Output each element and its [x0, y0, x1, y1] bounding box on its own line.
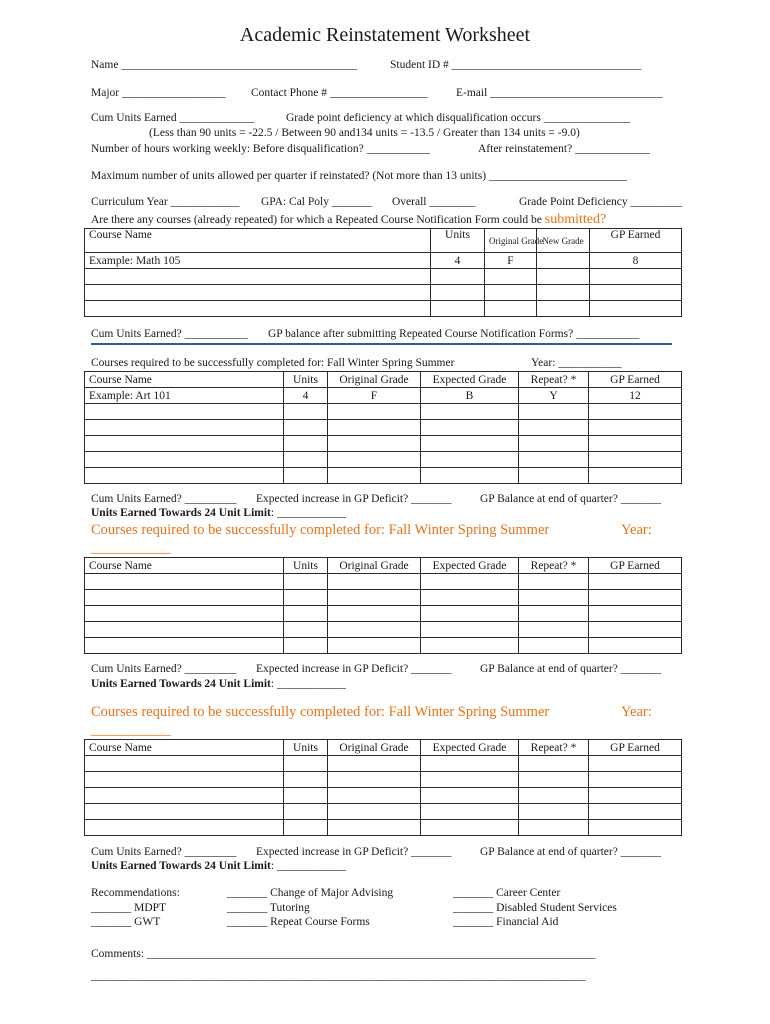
- cum-units-earned-field-1[interactable]: Cum Units Earned? ___________: [91, 328, 248, 340]
- table-row[interactable]: [85, 574, 682, 590]
- example-course: Example: Math 105: [85, 253, 431, 269]
- year-label-2: Year:: [621, 522, 652, 538]
- cum-units-earned-field-4[interactable]: Cum Units Earned? _________: [91, 846, 237, 858]
- grade-point-deficiency-field[interactable]: Grade point deficiency at which disqualification occurs _______________: [286, 112, 630, 124]
- header-repeat: Repeat? *: [519, 372, 589, 388]
- unit-limit-field-2[interactable]: [91, 507, 346, 519]
- header-gp-earned: GP Earned: [589, 558, 682, 574]
- recommend-repeat-forms[interactable]: _______ Repeat Course Forms: [227, 916, 370, 928]
- header-units: Units: [284, 372, 328, 388]
- header-units: Units: [284, 740, 328, 756]
- courses-table-3: [84, 739, 682, 836]
- table-row[interactable]: [85, 772, 682, 788]
- table-row[interactable]: [85, 820, 682, 836]
- hours-working-after-field[interactable]: After reinstatement? _____________: [478, 143, 650, 155]
- header-expected-grade: Expected Grade: [421, 558, 519, 574]
- curriculum-year-field[interactable]: Curriculum Year ____________: [91, 196, 240, 208]
- example-original-grade: F: [485, 253, 537, 269]
- expected-increase-field-2[interactable]: Expected increase in GP Deficit? _______: [256, 493, 452, 505]
- header-expected-grade: Expected Grade: [421, 740, 519, 756]
- table-row[interactable]: [85, 269, 682, 285]
- table-row[interactable]: [85, 404, 682, 420]
- courses-required-line-3: Courses required to be successfully completed for: Fall Winter Spring Summer: [91, 704, 550, 720]
- year-label-3: Year:: [621, 704, 652, 720]
- header-units: Units: [431, 229, 485, 253]
- gpa-overall-field[interactable]: Overall ________: [392, 196, 476, 208]
- unit-limit-field-3[interactable]: [91, 678, 346, 690]
- repeated-course-question-text: Are there any courses (already repeated) for which a Repeated Course Notification Form could be: [91, 214, 542, 226]
- unit-limit-blank: : ____________: [270, 860, 346, 872]
- example-gp-earned: 8: [590, 253, 682, 269]
- year-blank-3[interactable]: ___________: [91, 722, 171, 738]
- comments-field[interactable]: Comments: ______________________________________________________________________________: [91, 948, 596, 960]
- gp-balance-end-field-2[interactable]: GP Balance at end of quarter? _______: [480, 493, 661, 505]
- recommend-financial-aid[interactable]: _______ Financial Aid: [453, 916, 559, 928]
- header-course-name: Course Name: [85, 229, 431, 253]
- repeated-course-question: [91, 212, 606, 228]
- example-original-grade: F: [328, 388, 421, 404]
- expected-increase-field-4[interactable]: Expected increase in GP Deficit? _______: [256, 846, 452, 858]
- table-row[interactable]: [85, 301, 682, 317]
- table-row[interactable]: [85, 285, 682, 301]
- expected-increase-field-3[interactable]: Expected increase in GP Deficit? _______: [256, 663, 452, 675]
- table-row: [85, 253, 682, 269]
- table-row[interactable]: [85, 756, 682, 772]
- gpa-cal-poly-field[interactable]: GPA: Cal Poly _______: [261, 196, 373, 208]
- unit-limit-label: Units Earned Towards 24 Unit Limit: [91, 860, 271, 872]
- student-id-field[interactable]: Student ID # _________________________________: [390, 59, 642, 71]
- unit-limit-label: Units Earned Towards 24 Unit Limit: [91, 507, 271, 519]
- header-expected-grade: Expected Grade: [421, 372, 519, 388]
- unit-limit-label: Units Earned Towards 24 Unit Limit: [91, 678, 271, 690]
- recommend-tutoring[interactable]: _______ Tutoring: [227, 902, 310, 914]
- hours-working-before-field[interactable]: Number of hours working weekly: Before disqualification? ___________: [91, 143, 430, 155]
- header-original-grade: Original Grade: [328, 558, 421, 574]
- header-original-grade: Original Grade: [328, 740, 421, 756]
- courses-required-line-2: Courses required to be successfully completed for: Fall Winter Spring Summer: [91, 522, 550, 538]
- table-row[interactable]: [85, 590, 682, 606]
- unit-limit-blank: : ____________: [270, 507, 346, 519]
- header-gp-earned: GP Earned: [589, 740, 682, 756]
- unit-limit-field-4[interactable]: [91, 860, 346, 872]
- page-title: Academic Reinstatement Worksheet: [239, 24, 531, 46]
- header-course-name: Course Name: [85, 558, 284, 574]
- example-units: 4: [431, 253, 485, 269]
- repeated-course-table: [84, 228, 682, 317]
- major-field[interactable]: Major __________________: [91, 87, 226, 99]
- header-course-name: Course Name: [85, 372, 284, 388]
- recommend-career-center[interactable]: _______ Career Center: [453, 887, 561, 899]
- example-gp-earned: 12: [589, 388, 682, 404]
- table-row[interactable]: [85, 452, 682, 468]
- year-blank-2[interactable]: ___________: [91, 540, 171, 556]
- header-new-grade: New Grade: [537, 229, 590, 253]
- table-row[interactable]: [85, 606, 682, 622]
- name-field[interactable]: Name _________________________________________: [91, 59, 358, 71]
- example-new-grade: [537, 253, 590, 269]
- table-row[interactable]: [85, 788, 682, 804]
- max-units-field[interactable]: Maximum number of units allowed per quarter if reinstated? (Not more than 13 units) ________________________: [91, 170, 627, 182]
- header-course-name: Course Name: [85, 740, 284, 756]
- recommend-change-major[interactable]: _______ Change of Major Advising: [227, 887, 394, 899]
- courses-required-line-1: Courses required to be successfully completed for: Fall Winter Spring Summer: [91, 357, 455, 369]
- header-original-grade: Original Grade: [485, 229, 537, 253]
- cum-units-earned-field-3[interactable]: Cum Units Earned? _________: [91, 663, 237, 675]
- table-row[interactable]: [85, 638, 682, 654]
- header-original-grade: Original Grade: [328, 372, 421, 388]
- courses-table-1: [84, 371, 682, 484]
- contact-phone-field[interactable]: Contact Phone # _________________: [251, 87, 428, 99]
- recommendations-label: Recommendations:: [91, 887, 180, 899]
- header-gp-earned: GP Earned: [589, 372, 682, 388]
- table-row[interactable]: [85, 436, 682, 452]
- units-threshold-note: (Less than 90 units = -22.5 / Between 90 and134 units = -13.5 / Greater than 134 units = -9.0): [149, 127, 580, 139]
- section-divider: [91, 343, 672, 345]
- table-row[interactable]: [85, 420, 682, 436]
- recommend-gwt[interactable]: _______ GWT: [91, 916, 161, 928]
- gp-balance-end-field-4[interactable]: GP Balance at end of quarter? _______: [480, 846, 661, 858]
- gp-balance-end-field-3[interactable]: GP Balance at end of quarter? _______: [480, 663, 661, 675]
- table-row[interactable]: [85, 468, 682, 484]
- unit-limit-blank: : ____________: [270, 678, 346, 690]
- example-expected-grade: B: [421, 388, 519, 404]
- cum-units-field[interactable]: Cum Units Earned _____________: [91, 112, 255, 124]
- header-repeat: Repeat? *: [519, 558, 589, 574]
- table-row[interactable]: [85, 622, 682, 638]
- example-units: 4: [284, 388, 328, 404]
- courses-table-2: [84, 557, 682, 654]
- example-repeat: Y: [519, 388, 589, 404]
- table-row: [85, 388, 682, 404]
- header-repeat: Repeat? *: [519, 740, 589, 756]
- email-field[interactable]: E-mail ______________________________: [456, 87, 663, 99]
- recommend-disabled-services[interactable]: _______ Disabled Student Services: [453, 902, 617, 914]
- recommend-mdpt[interactable]: _______ MDPT: [91, 902, 167, 914]
- header-units: Units: [284, 558, 328, 574]
- header-gp-earned: GP Earned: [590, 229, 682, 253]
- grade-point-deficiency-field-2[interactable]: Grade Point Deficiency _________: [519, 196, 683, 208]
- comments-line-2[interactable]: ______________________________________________________________________________________: [91, 970, 586, 982]
- year-field-1[interactable]: Year: ___________: [531, 357, 622, 369]
- table-row[interactable]: [85, 804, 682, 820]
- submitted-word: submitted?: [544, 212, 607, 227]
- gp-balance-field[interactable]: GP balance after submitting Repeated Course Notification Forms? ___________: [268, 328, 640, 340]
- cum-units-earned-field-2[interactable]: Cum Units Earned? _________: [91, 493, 237, 505]
- example-course: Example: Art 101: [85, 388, 284, 404]
